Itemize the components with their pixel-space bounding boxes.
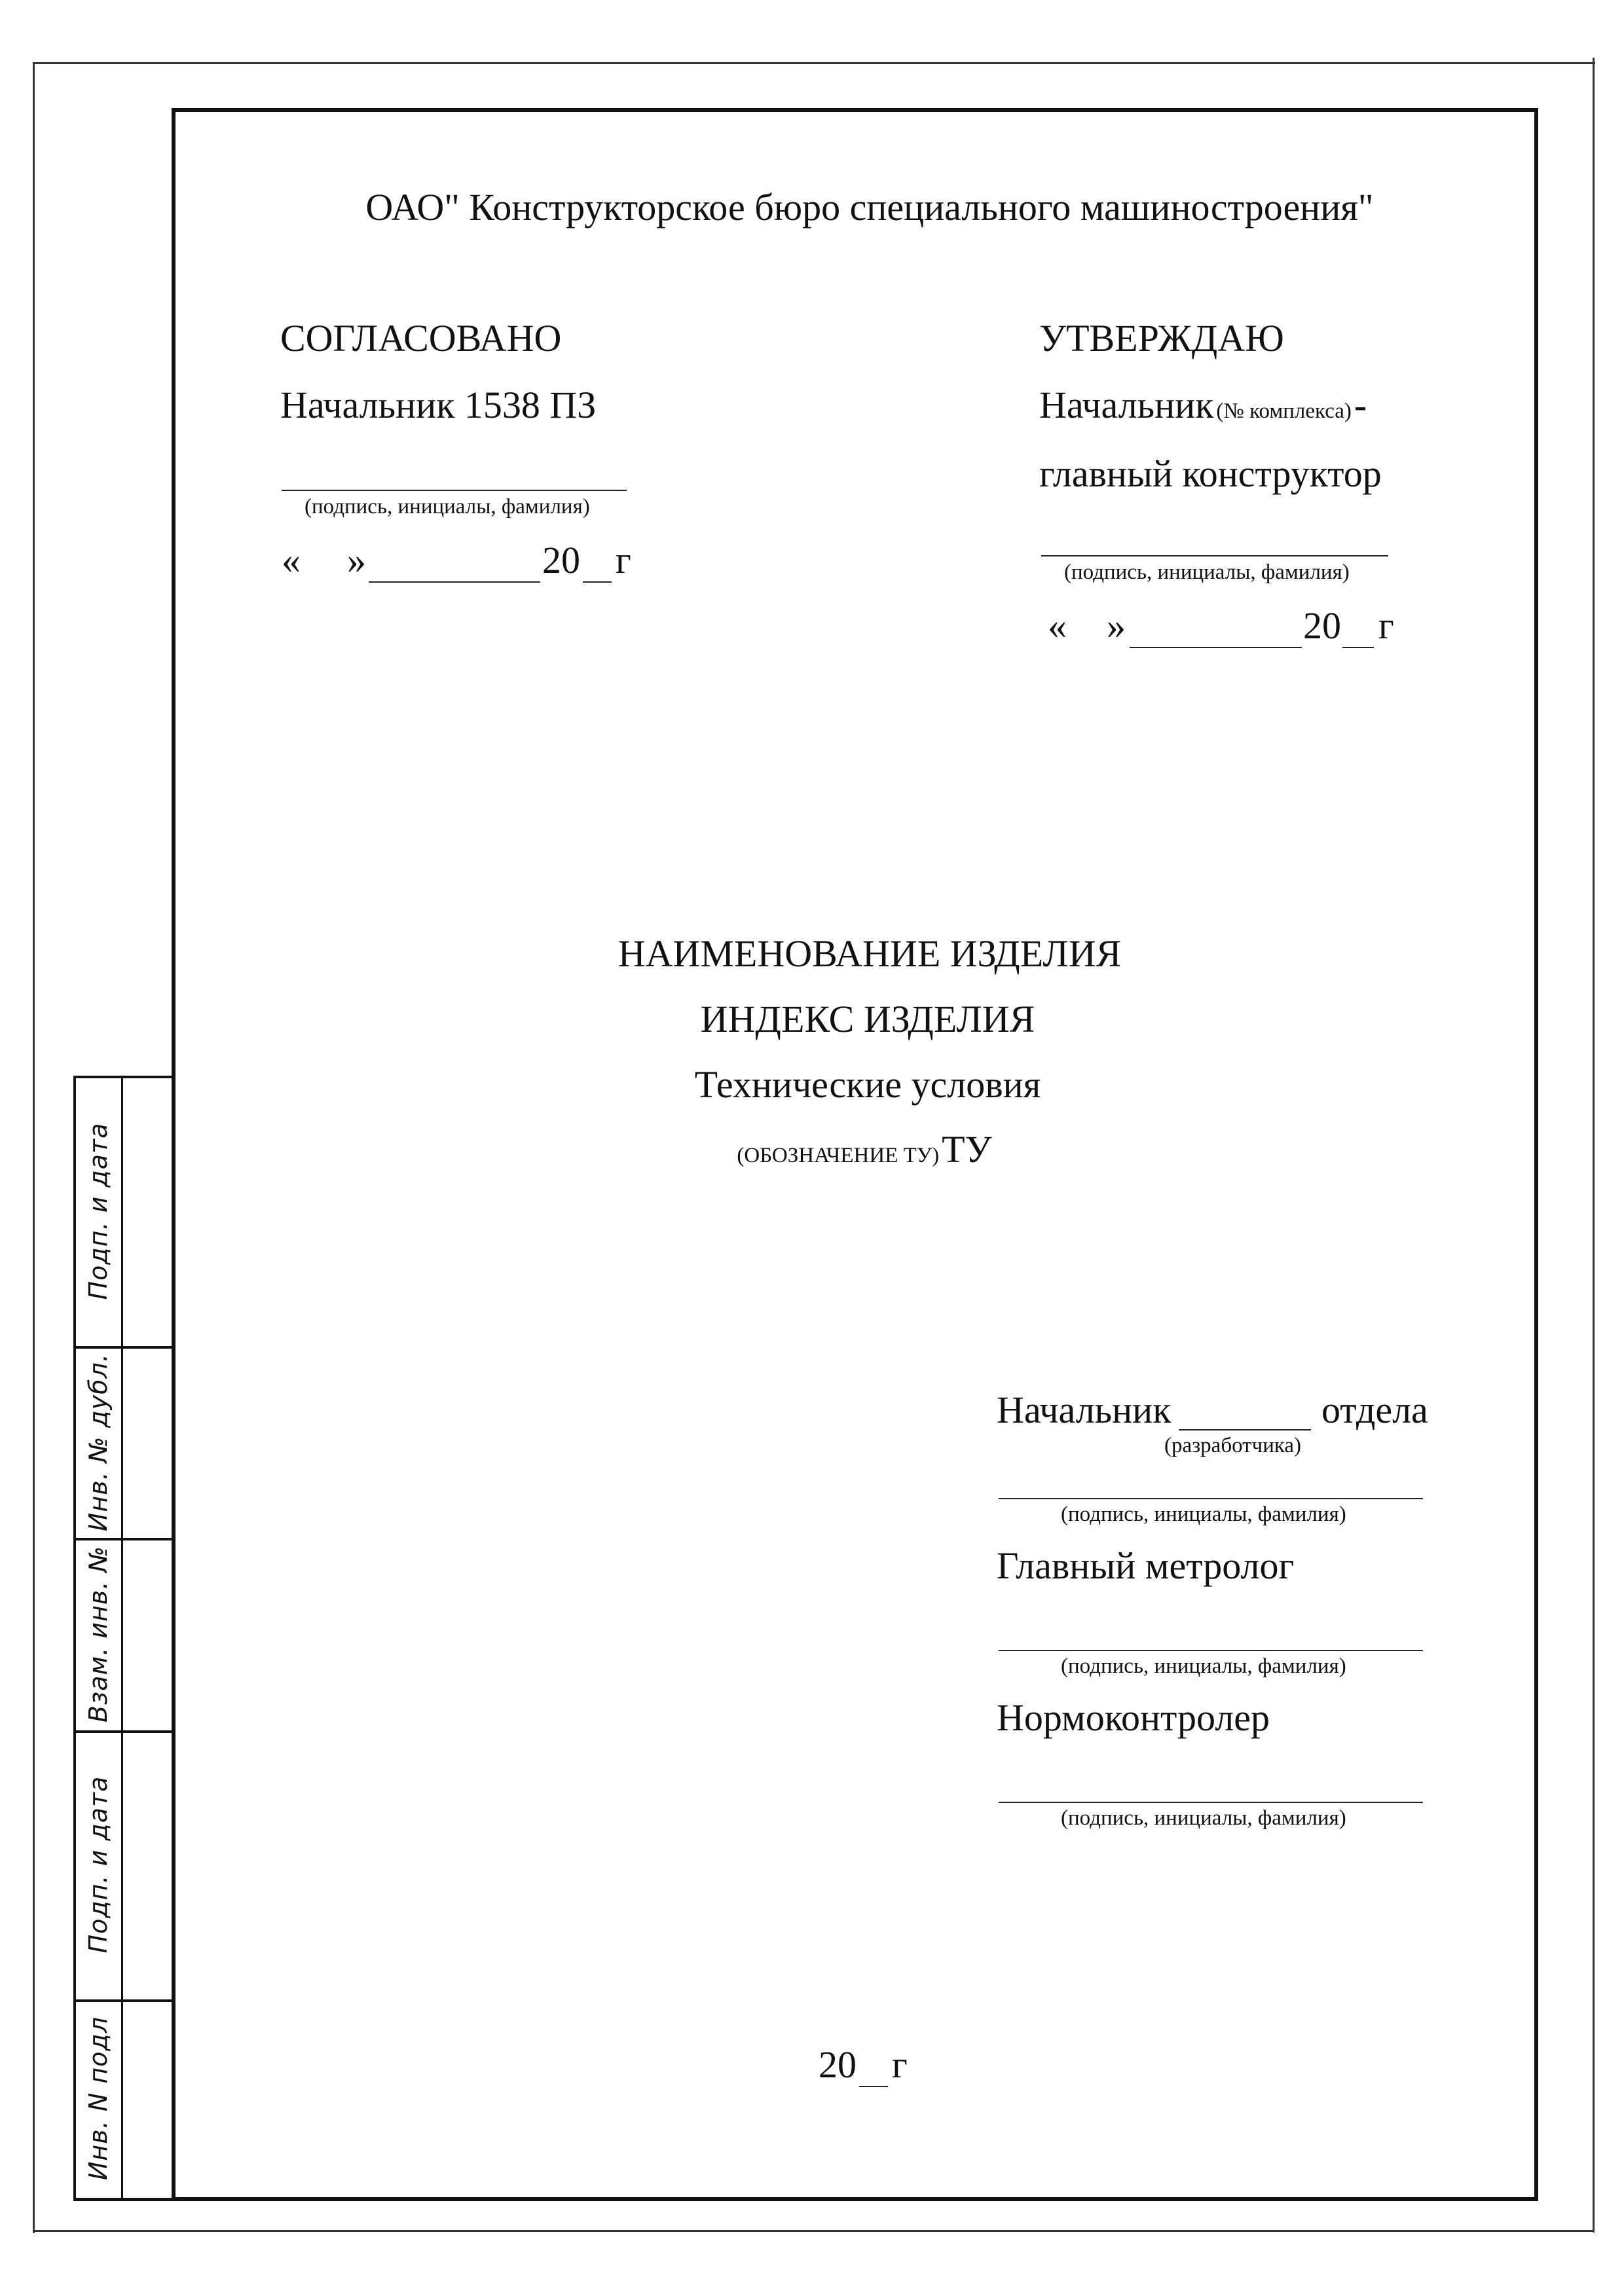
outer-border-right (1593, 58, 1595, 2232)
signature-caption: (подпись, инициалы, фамилия) (1061, 1806, 1346, 1830)
dept-head-note: (разработчика) (1164, 1434, 1302, 1457)
date-suffix: г (1378, 604, 1394, 647)
date-line (1130, 647, 1302, 648)
date-open-quote: « (1048, 604, 1067, 647)
dept-head-prefix: Начальник (997, 1389, 1172, 1431)
norm-controller-label: Нормоконтролер (997, 1696, 1270, 1739)
date-suffix: г (616, 539, 631, 581)
approve-position (1039, 383, 1367, 427)
product-index: ИНДЕКС ИЗДЕЛИЯ (700, 998, 1035, 1040)
approve-position-note: (№ комплекса) (1216, 399, 1352, 423)
date-close-quote: » (1107, 604, 1126, 647)
approve-heading: УТВЕРЖДАЮ (1039, 317, 1284, 359)
signature-line (999, 1498, 1423, 1499)
margin-label-replace-inv: Взам. инв. № (84, 1545, 113, 1723)
margin-row-divider (73, 1999, 174, 2002)
designation-note: (ОБОЗНАЧЕНИЕ ТУ) (737, 1144, 940, 1167)
dept-name-line (1179, 1429, 1311, 1430)
margin-label-orig-inv: Инв. N подл (84, 2016, 113, 2180)
date-line (369, 581, 540, 583)
dept-head-suffix: отдела (1321, 1389, 1428, 1431)
designation (737, 1127, 991, 1171)
footer-year-line (859, 2086, 888, 2087)
signature-caption: (подпись, инициалы, фамилия) (1061, 1654, 1346, 1678)
designation-suffix: ТУ (942, 1128, 992, 1171)
outer-border-bottom (33, 2230, 1595, 2232)
product-name: НАИМЕНОВАНИЕ ИЗДЕЛИЯ (618, 932, 1122, 975)
date-close-quote: » (347, 539, 366, 581)
approve-position-line2: главный конструктор (1039, 452, 1382, 495)
margin-label-sign-date: Подп. и дата (84, 1122, 113, 1300)
footer-year: 20 (819, 2043, 857, 2086)
date-year: 20 (542, 539, 580, 581)
metrologist-label: Главный метролог (997, 1544, 1295, 1587)
margin-row-divider (73, 1538, 174, 1540)
organization-title: ОАО" Конструкторское бюро специального машиностроения" (365, 186, 1374, 228)
signature-caption: (подпись, инициалы, фамилия) (1061, 1503, 1346, 1526)
date-open-quote: « (282, 539, 301, 581)
margin-row-divider (73, 1730, 174, 1733)
margin-label-dup-inv: Инв. № дубл. (84, 1353, 113, 1531)
footer-year-suffix: г (892, 2043, 908, 2086)
document-type: Технические условия (694, 1063, 1041, 1106)
approve-position-dash: - (1354, 384, 1367, 426)
date-year-line (1342, 647, 1374, 648)
signature-caption: (подпись, инициалы, фамилия) (1064, 560, 1350, 584)
date-year: 20 (1303, 604, 1341, 647)
agreed-position: Начальник 1538 ПЗ (280, 384, 597, 426)
signature-line (282, 490, 627, 491)
margin-stamp-divider (121, 1076, 123, 2201)
date-year-line (583, 581, 612, 583)
signature-line (999, 1802, 1423, 1803)
signature-line (999, 1650, 1423, 1651)
margin-label-sign-date: Подп. и дата (84, 1776, 113, 1954)
margin-row-divider (73, 1346, 174, 1349)
signature-caption: (подпись, инициалы, фамилия) (304, 495, 590, 519)
approve-position-main: Начальник (1039, 384, 1214, 426)
agreed-heading: СОГЛАСОВАНО (280, 317, 562, 359)
signature-line (1041, 555, 1388, 556)
